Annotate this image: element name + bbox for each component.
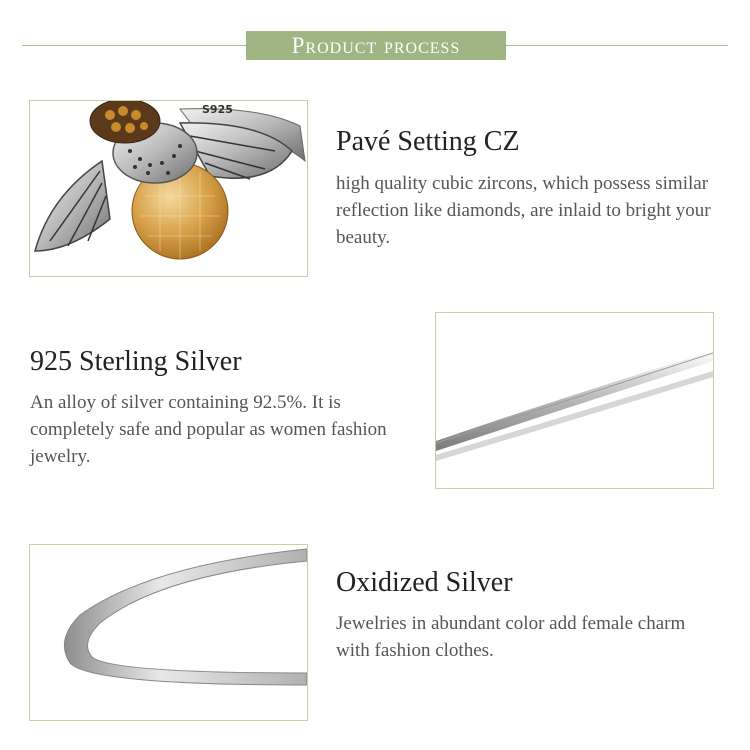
section-desc-sterling: An alloy of silver containing 92.5%. It is completely safe and popular as women fashion jewelry. <box>30 392 387 467</box>
bee-charm-image <box>29 100 308 277</box>
oxidized-band-image <box>29 544 308 721</box>
section-title-oxidized: Oxidized Silver <box>336 567 513 598</box>
header-divider-right <box>506 45 728 46</box>
section-title-sterling: 925 Sterling Silver <box>30 346 242 377</box>
section-desc-pave: high quality cubic zircons, which possess similar reflection like diamonds, are inlaid to bright your beauty. <box>336 173 711 248</box>
section-title-pave: Pavé Setting CZ <box>336 126 520 157</box>
section-desc-oxidized: Jewelries in abundant color add female charm with fashion clothes. <box>336 613 686 661</box>
engraving-text: S925 <box>202 103 233 116</box>
section-header-badge <box>246 31 506 60</box>
silver-band-image <box>435 312 714 489</box>
header-divider-left <box>22 45 246 46</box>
section-header-label: Product process <box>291 32 461 58</box>
